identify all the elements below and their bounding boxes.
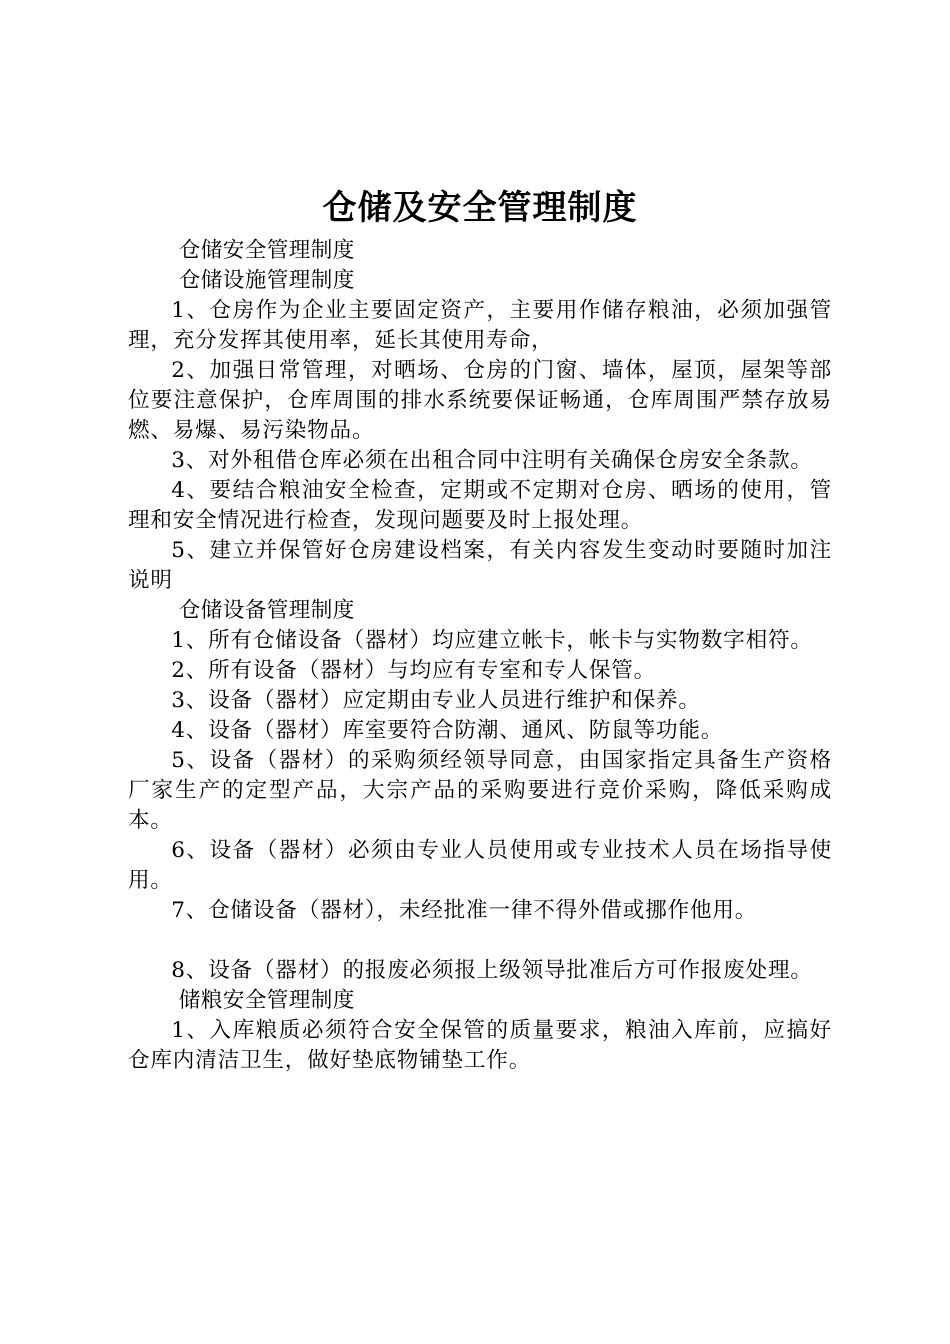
paragraph: 3、设备（器材）应定期由专业人员进行维护和保养。 xyxy=(171,688,701,713)
paragraph: 2、所有设备（器材）与均应有专室和专人保管。 xyxy=(171,658,656,683)
paragraph: 4、设备（器材）库室要符合防潮、通风、防鼠等功能。 xyxy=(171,718,724,743)
paragraph: 6、设备（器材）必须由专业人员使用或专业技术人员在场指导使用。 xyxy=(128,838,832,893)
document-body xyxy=(128,236,832,1076)
document-title: 仓储及安全管理制度 xyxy=(322,188,638,228)
paragraph: 2、加强日常管理，对晒场、仓房的门窗、墙体，屋顶，屋架等部位要注意保护，仓库周围的排水系统要保证畅通，仓库周围严禁存放易燃、易爆、易污染物品。 xyxy=(128,358,832,443)
paragraph: 4、要结合粮油安全检查，定期或不定期对仓房、晒场的使用，管理和安全情况进行检查，发现问题要及时上报处理。 xyxy=(128,478,832,533)
paragraph: 5、建立并保管好仓房建设档案，有关内容发生变动时要随时加注说明 xyxy=(128,538,832,593)
paragraph: 3、对外租借仓库必须在出租合同中注明有关确保仓房安全条款。 xyxy=(171,448,813,473)
paragraph: 1、仓房作为企业主要固定资产，主要用作储存粮油，必须加强管理，充分发挥其使用率，延长其使用寿命， xyxy=(128,298,832,353)
paragraph: 5、设备（器材）的采购须经领导同意，由国家指定具备生产资格厂家生产的定型产品，大宗产品的采购要进行竞价采购，降低采购成本。 xyxy=(128,748,832,833)
section-heading: 储粮安全管理制度 xyxy=(178,988,355,1013)
document-page xyxy=(128,184,832,1076)
paragraph: 1、入库粮质必须符合安全保管的质量要求，粮油入库前，应搞好仓库内清洁卫生，做好垫底物铺垫工作。 xyxy=(128,1018,832,1073)
paragraph: 8、设备（器材）的报废必须报上级领导批准后方可作报废处理。 xyxy=(171,958,813,983)
paragraph: 7、仓储设备（器材），未经批准一律不得外借或挪作他用。 xyxy=(171,898,758,923)
section-heading: 仓储安全管理制度 xyxy=(178,238,355,263)
section-heading: 仓储设备管理制度 xyxy=(178,598,355,623)
paragraph: 1、所有仓储设备（器材）均应建立帐卡，帐卡与实物数字相符。 xyxy=(171,628,813,653)
blank-line xyxy=(128,926,832,956)
section-heading: 仓储设施管理制度 xyxy=(178,268,355,293)
